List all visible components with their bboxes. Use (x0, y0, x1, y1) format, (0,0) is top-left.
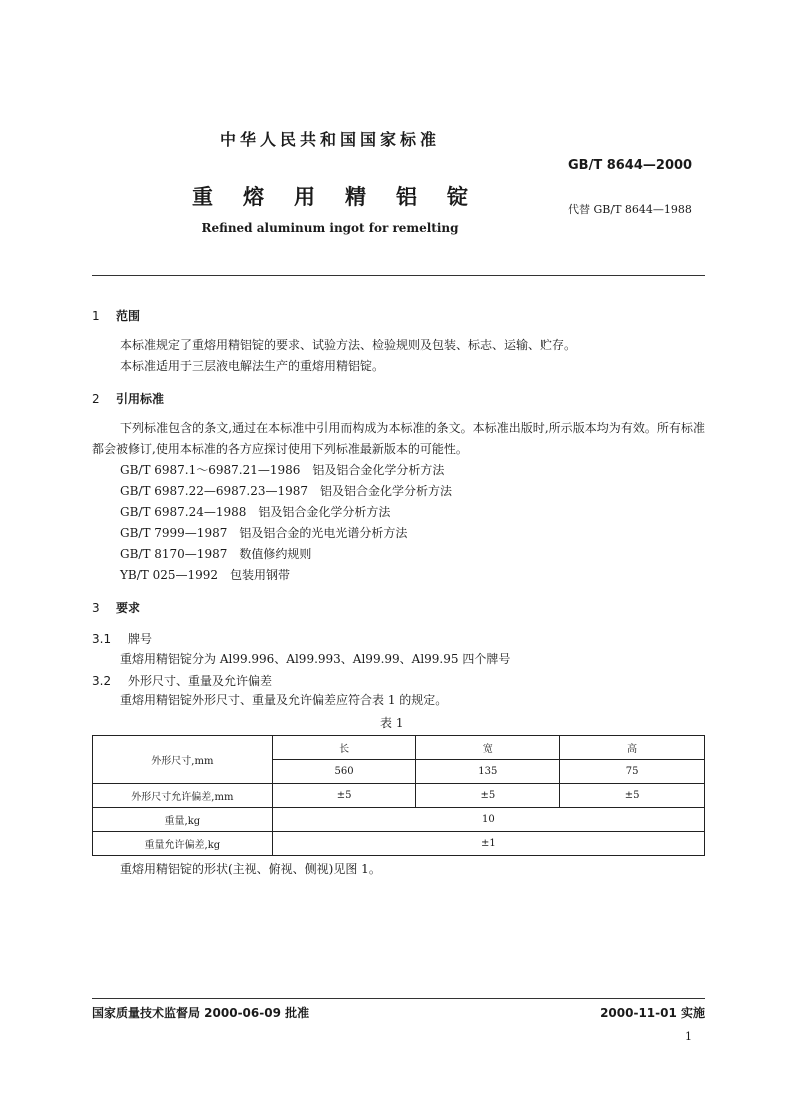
section-number: 2 (92, 392, 100, 406)
english-title: Refined aluminum ingot for remelting (201, 221, 459, 235)
width-tolerance: ±5 (416, 784, 560, 808)
reference-item: GB/T 6987.1～6987.21—1986 铝及铝合金化学分析方法 (120, 463, 445, 477)
reference-item: GB/T 6987.22—6987.23—1987 铝及铝合金化学分析方法 (120, 484, 453, 498)
reference-item: YB/T 025—1992 包装用钢带 (120, 568, 291, 582)
length-tolerance: ±5 (272, 784, 416, 808)
subsection-number: 3.1 (92, 632, 112, 646)
col-header-height: 高 (560, 736, 705, 760)
implementation-date: 2000-11-01 实施 (600, 1006, 705, 1020)
subsection-3-2-heading (92, 672, 272, 689)
subsection-title: 外形尺寸、重量及允许偏差 (128, 674, 273, 688)
reference-item: GB/T 7999—1987 铝及铝合金的光电光谱分析方法 (120, 526, 408, 540)
specification-table (92, 735, 705, 856)
page-number: 1 (685, 1030, 692, 1043)
weight-tolerance: ±1 (272, 832, 704, 856)
table-row (93, 832, 705, 856)
header-divider (92, 275, 705, 276)
table-row (93, 808, 705, 832)
subsection-3-1-heading (92, 630, 152, 647)
subsection-title: 牌号 (128, 632, 153, 646)
height-value: 75 (560, 760, 705, 784)
table-caption: 表 1 (380, 716, 404, 730)
row-label-dimension-tolerance: 外形尺寸允许偏差,mm (93, 784, 273, 808)
col-header-width: 宽 (416, 736, 560, 760)
row-label-weight-tolerance: 重量允许偏差,kg (93, 832, 273, 856)
footer-divider (92, 998, 705, 999)
section-number: 1 (92, 309, 100, 323)
section-3-heading (92, 599, 140, 616)
standard-number: GB/T 8644—2000 (568, 158, 693, 173)
section-title: 范围 (116, 309, 141, 323)
scope-line-1: 本标准规定了重熔用精铝锭的要求、试验方法、检验规则及包装、标志、运输、贮存。 (120, 338, 577, 352)
weight-value: 10 (272, 808, 704, 832)
grades-text: 重熔用精铝锭分为 Al99.996、Al99.993、Al99.99、Al99.95 四个牌号 (120, 652, 511, 666)
replaces-standard: 代替 GB/T 8644—1988 (568, 203, 692, 216)
document-title: 重熔用精铝锭 (192, 185, 498, 209)
section-1-heading (92, 307, 140, 324)
shape-reference-text: 重熔用精铝锭的形状(主视、俯视、侧视)见图 1。 (120, 862, 381, 876)
scope-line-2: 本标准适用于三层液电解法生产的重熔用精铝锭。 (120, 359, 385, 373)
references-intro: 下列标准包含的条文,通过在本标准中引用而构成为本标准的条文。本标准出版时,所示版本均为有效。所有标准都会被修订,使用本标准的各方应探讨使用下列标准最新版本的可能性。 (92, 421, 705, 456)
length-value: 560 (272, 760, 416, 784)
table-row (93, 736, 705, 760)
row-label-weight: 重量,kg (93, 808, 273, 832)
col-header-length: 长 (272, 736, 416, 760)
dimensions-text: 重熔用精铝锭外形尺寸、重量及允许偏差应符合表 1 的规定。 (120, 693, 448, 707)
organization-title: 中华人民共和国国家标准 (219, 130, 440, 149)
width-value: 135 (416, 760, 560, 784)
row-label-dimensions: 外形尺寸,mm (93, 736, 273, 784)
approval-info: 国家质量技术监督局 2000-06-09 批准 (92, 1006, 310, 1020)
section-2-heading (92, 390, 164, 407)
section-title: 引用标准 (116, 392, 165, 406)
reference-item: GB/T 8170—1987 数值修约规则 (120, 547, 312, 561)
section-number: 3 (92, 601, 100, 615)
subsection-number: 3.2 (92, 674, 112, 688)
table-row (93, 784, 705, 808)
reference-item: GB/T 6987.24—1988 铝及铝合金化学分析方法 (120, 505, 391, 519)
height-tolerance: ±5 (560, 784, 705, 808)
section-title: 要求 (116, 601, 141, 615)
